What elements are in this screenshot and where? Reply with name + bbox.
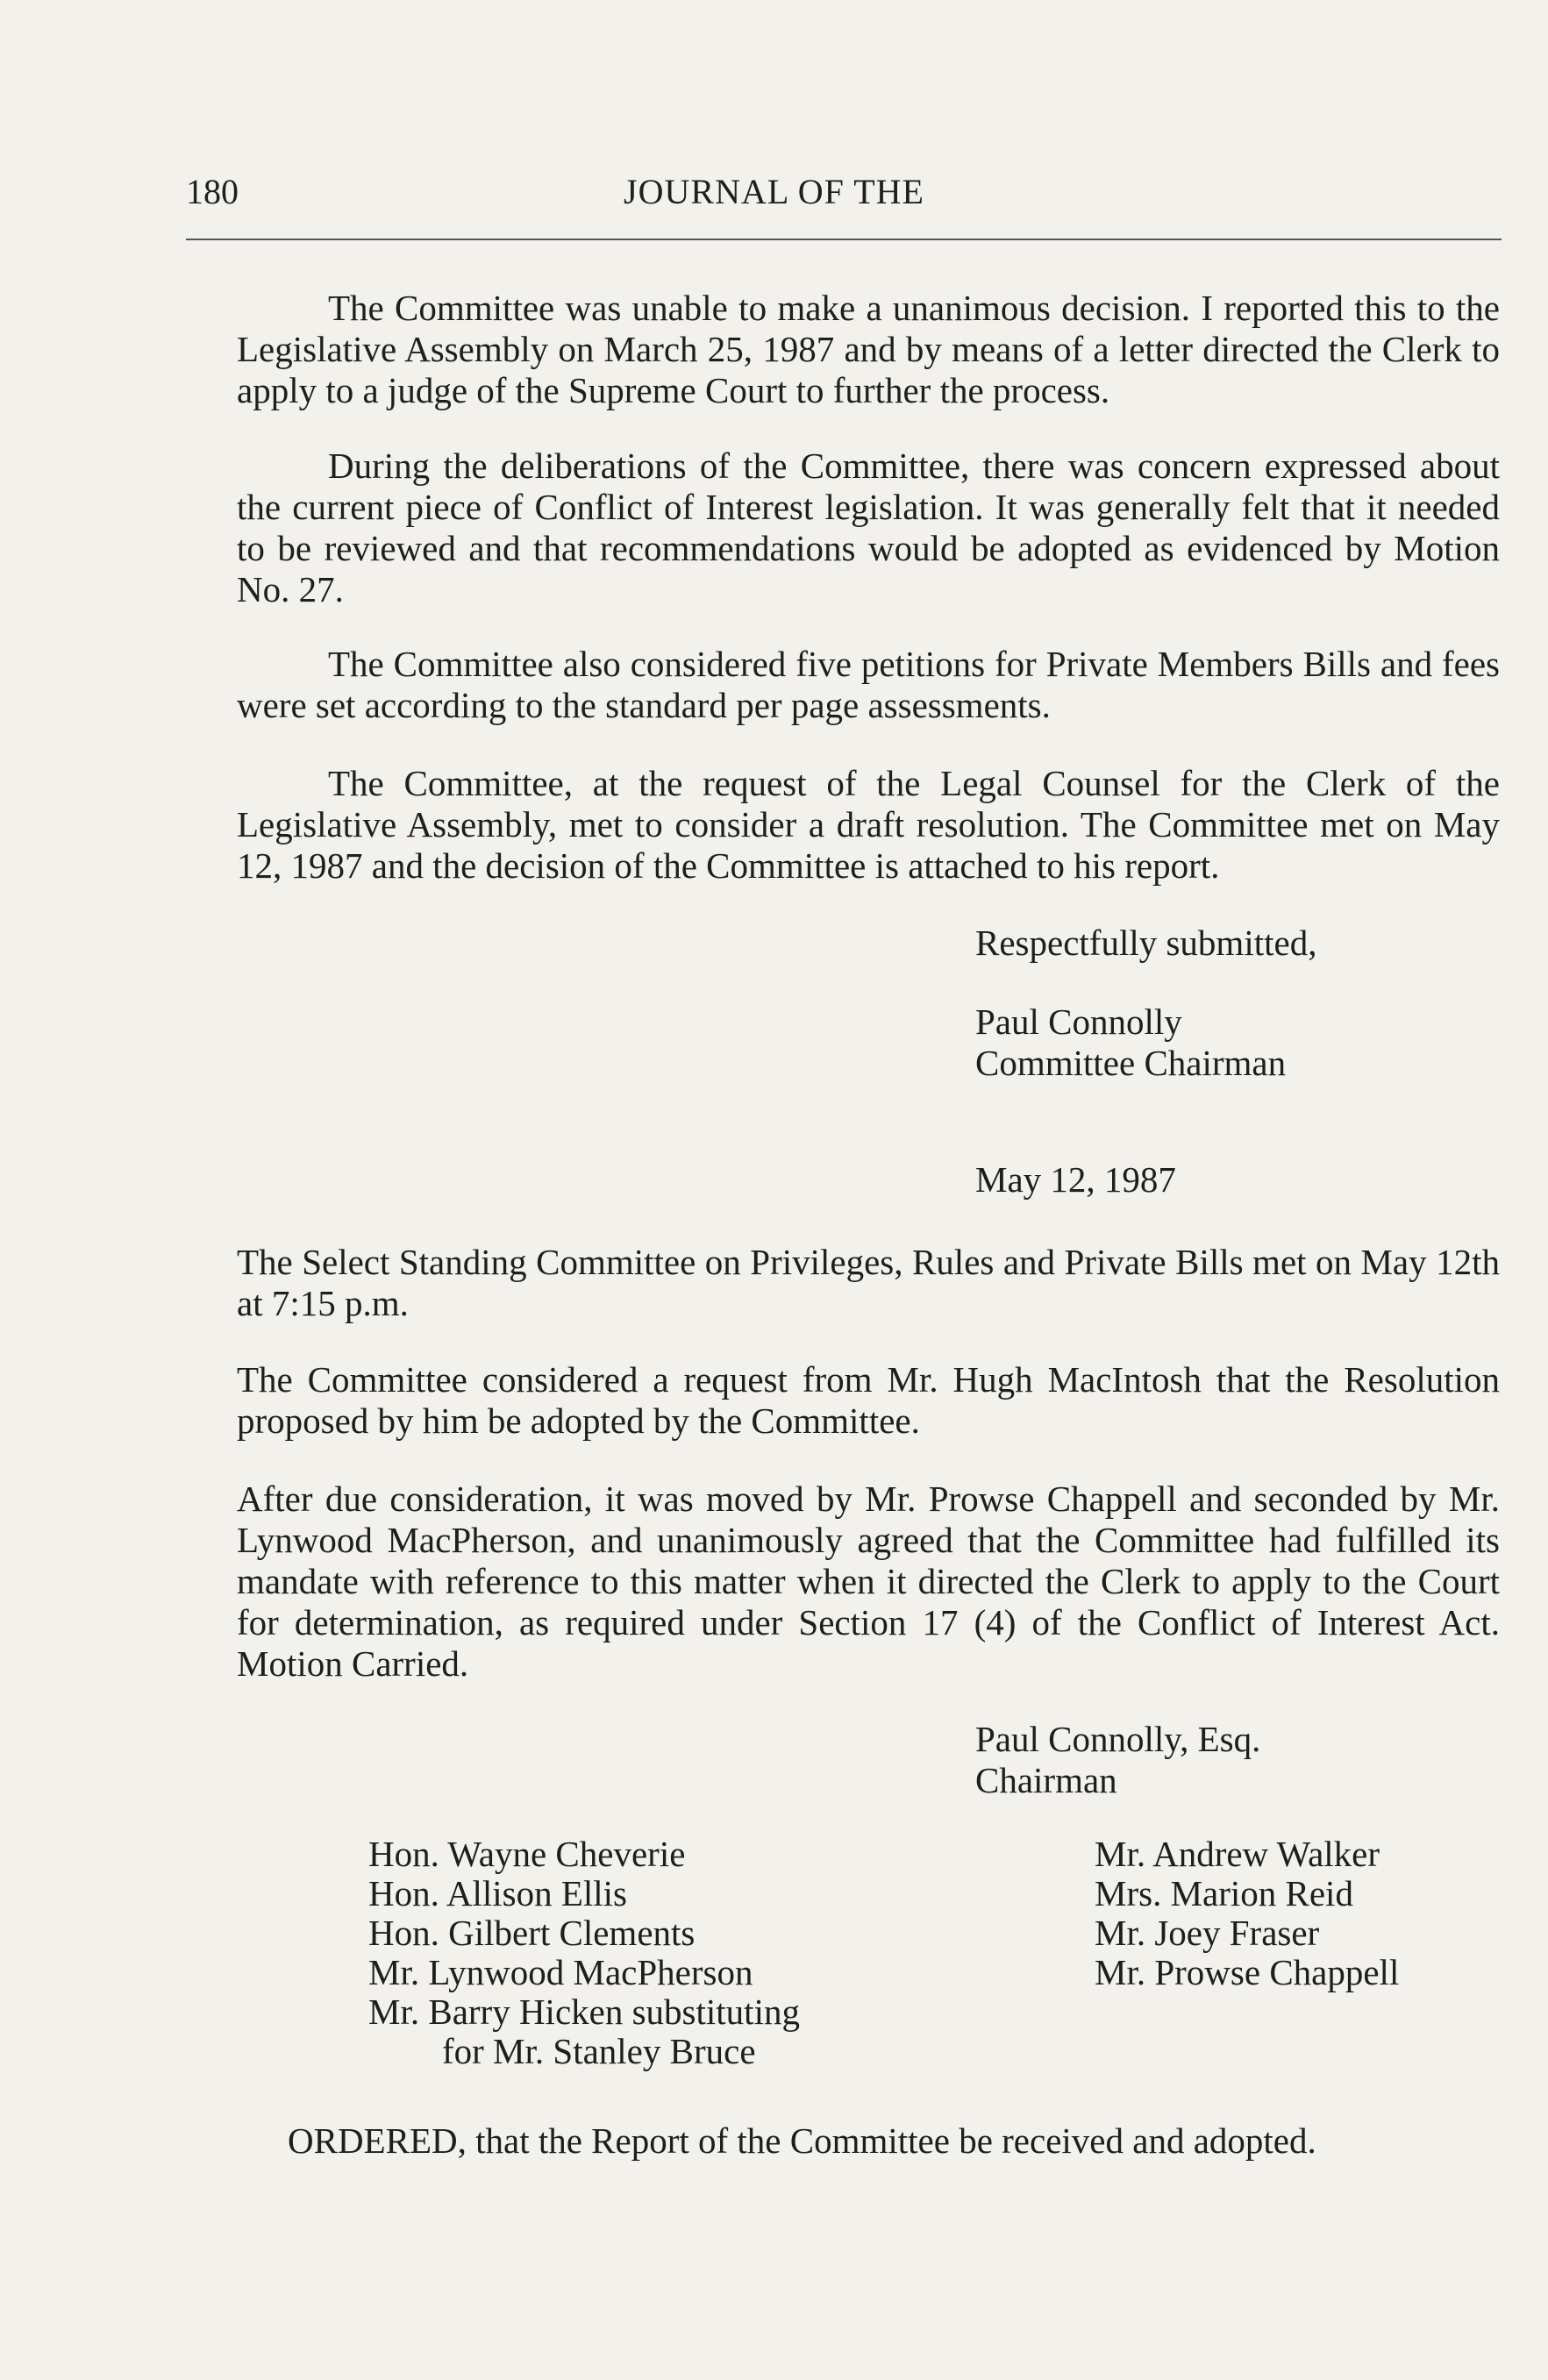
- member-name: Hon. Wayne Cheverie: [368, 1834, 686, 1874]
- paragraph-3-block: [237, 644, 1500, 726]
- page-number: 180: [186, 172, 239, 211]
- member-name: Mr. Joey Fraser: [1095, 1913, 1320, 1953]
- member-name: Mr. Andrew Walker: [1095, 1834, 1380, 1874]
- member-name: Hon. Allison Ellis: [368, 1873, 628, 1913]
- closing-text: Respectfully submitted,: [975, 923, 1317, 963]
- second-report-p2-block: [237, 1359, 1500, 1442]
- report-date: May 12, 1987: [975, 1159, 1176, 1200]
- ordered-statement: ORDERED, that the Report of the Committee be received and adopted.: [288, 2120, 1316, 2161]
- members-list-left: [368, 1835, 800, 2071]
- paragraph-3: The Committee also considered five petitions for Private Members Bills and fees were set according to the standard per page assessments.: [237, 644, 1500, 725]
- second-report-paragraph-2: The Committee considered a request from Mr. Hugh MacIntosh that the Resolution proposed by him be adopted by the Committee.: [237, 1359, 1500, 1441]
- second-report-paragraph-1: The Select Standing Committee on Privileges, Rules and Private Bills met on May 12th at 7:15 p.m.: [237, 1242, 1500, 1323]
- member-name: Mr. Prowse Chappell: [1095, 1952, 1400, 1992]
- header-rule: [186, 239, 1502, 240]
- second-report-paragraph-3: After due consideration, it was moved by Mr. Prowse Chappell and seconded by Mr. Lynwood MacPherson, and unanimously agreed that the Committee had fulfilled its mandate with reference to this matter when it directed the Clerk to apply to the Court for determination, as required under Section 17 (4) of the Conflict of Interest Act. Motion Carried.: [237, 1479, 1500, 1684]
- chairman-name: Paul Connolly, Esq.: [975, 1719, 1261, 1759]
- second-report-p1-block: [237, 1242, 1500, 1324]
- paragraph-4-block: [237, 763, 1500, 887]
- paragraph-4: The Committee, at the request of the Legal Counsel for the Clerk of the Legislative Assembly, met to consider a draft resolution. The Committee met on May 12, 1987 and the decision of the Committee is attached to his report.: [237, 763, 1500, 886]
- member-name: Mr. Lynwood MacPherson: [368, 1952, 753, 1992]
- running-head: JOURNAL OF THE: [624, 172, 924, 211]
- member-name: Mrs. Marion Reid: [1095, 1873, 1353, 1913]
- paragraph-2-block: [237, 445, 1500, 610]
- paragraph-1-block: [237, 288, 1500, 411]
- chairman-title: Chairman: [975, 1760, 1117, 1800]
- signatory-title: Committee Chairman: [975, 1043, 1287, 1083]
- members-list-right: [1095, 1835, 1399, 1992]
- paragraph-1: The Committee was unable to make a unanimous decision. I reported this to the Legislative Assembly on March 25, 1987 and by means of a letter directed the Clerk to apply to a judge of the Supreme Court to further the process.: [237, 288, 1500, 410]
- member-name: Hon. Gilbert Clements: [368, 1913, 696, 1953]
- paragraph-2: During the deliberations of the Committee, there was concern expressed about the current piece of Conflict of Interest legislation. It was generally felt that it needed to be reviewed and that recommendations would be adopted as evidenced by Motion No. 27.: [237, 445, 1500, 609]
- member-name: for Mr. Stanley Bruce: [442, 2031, 756, 2071]
- second-report-p3-block: [237, 1479, 1500, 1685]
- signatory-name: Paul Connolly: [975, 1001, 1182, 1042]
- member-name: Mr. Barry Hicken substituting: [368, 1992, 800, 2032]
